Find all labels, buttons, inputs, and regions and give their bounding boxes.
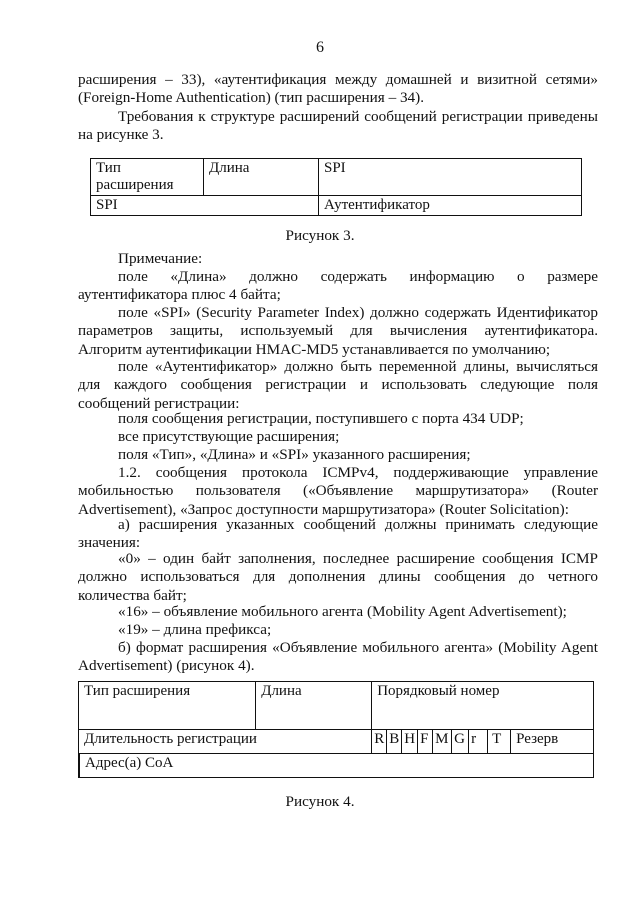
note-spi: поле «SPI» (Security Parameter Index) должно содержать Идентификатор параметров защиты, используемый для вычисления аутентификатора. Алгоритм аутентификации HMAC-MD5 устанавливается по умолчанию; bbox=[78, 304, 598, 358]
value-16: «16» – объявление мобильного агента (Mobility Agent Advertisement); bbox=[118, 603, 567, 620]
fig4-sequence-cell: Порядковый номер bbox=[372, 682, 594, 730]
fig4-flag-t: T bbox=[488, 730, 511, 754]
fig4-flag-r-upper: R bbox=[372, 730, 387, 754]
note-field-1: поля сообщения регистрации, поступившего с порта 434 UDP; bbox=[118, 410, 524, 427]
fig3-spi-header-cell: SPI bbox=[319, 159, 582, 196]
page-number: 6 bbox=[316, 39, 324, 56]
fig4-reserved-cell: Резерв bbox=[511, 730, 594, 754]
note-field-3: поля «Тип», «Длина» и «SPI» указанного расширения; bbox=[118, 446, 471, 463]
fig3-authenticator-cell: Аутентификатор bbox=[319, 196, 582, 216]
fig4-flag-h: H bbox=[402, 730, 418, 754]
value-19: «19» – длина префикса; bbox=[118, 621, 272, 638]
intro-paragraph: расширения – 33), «аутентификация между домашней и визитной сетями» (Foreign-Home Authentication) (тип расширения – 34). bbox=[78, 71, 598, 107]
value-0: «0» – один байт заполнения, последнее расширение сообщения ICMP должно использоваться для дополнения длины сообщения до четного количества байт; bbox=[78, 550, 598, 604]
fig4-type-cell: Тип расширения bbox=[79, 682, 256, 730]
fig4-flag-b: B bbox=[387, 730, 402, 754]
fig4-flag-g: G bbox=[452, 730, 469, 754]
figure-4-caption: Рисунок 4. bbox=[285, 793, 355, 810]
fig4-flag-m: M bbox=[433, 730, 452, 754]
figure-3-caption: Рисунок 3. bbox=[285, 227, 355, 244]
fig3-spi-cell: SPI bbox=[91, 196, 319, 216]
note-length: поле «Длина» должно содержать информацию о размере аутентификатора плюс 4 байта; bbox=[78, 268, 598, 304]
item-a: а) расширения указанных сообщений должны принимать следующие значения: bbox=[78, 516, 598, 552]
item-1-2: 1.2. сообщения протокола ICMPv4, поддерживающие управление мобильностью пользователя («Объявление маршрутизатора» (Router Advertisement), «Запрос доступности маршрутизатора» (Router Solicitation): bbox=[78, 464, 598, 518]
fig4-flag-f: F bbox=[418, 730, 433, 754]
fig4-length-cell: Длина bbox=[256, 682, 372, 730]
figure-4-table bbox=[78, 681, 594, 778]
fig3-type-cell: Тип расширения bbox=[91, 159, 204, 196]
item-b: б) формат расширения «Объявление мобильного агента» (Mobility Agent Advertisement) (рисунок 4). bbox=[78, 639, 598, 675]
fig4-lifetime-cell: Длительность регистрации bbox=[79, 730, 372, 754]
note-field-2: все присутствующие расширения; bbox=[118, 428, 340, 445]
fig3-length-cell: Длина bbox=[204, 159, 319, 196]
requirements-paragraph: Требования к структуре расширений сообщений регистрации приведены на рисунке 3. bbox=[78, 108, 598, 144]
note-title: Примечание: bbox=[118, 250, 203, 267]
fig4-coa-cell: Адрес(а) CoA bbox=[80, 754, 594, 778]
figure-3-table bbox=[90, 158, 582, 216]
note-authenticator: поле «Аутентификатор» должно быть переменной длины, вычисляться для каждого сообщения регистрации и использовать следующие поля сообщений регистрации: bbox=[78, 358, 598, 412]
fig4-flag-r-lower: r bbox=[469, 730, 488, 754]
